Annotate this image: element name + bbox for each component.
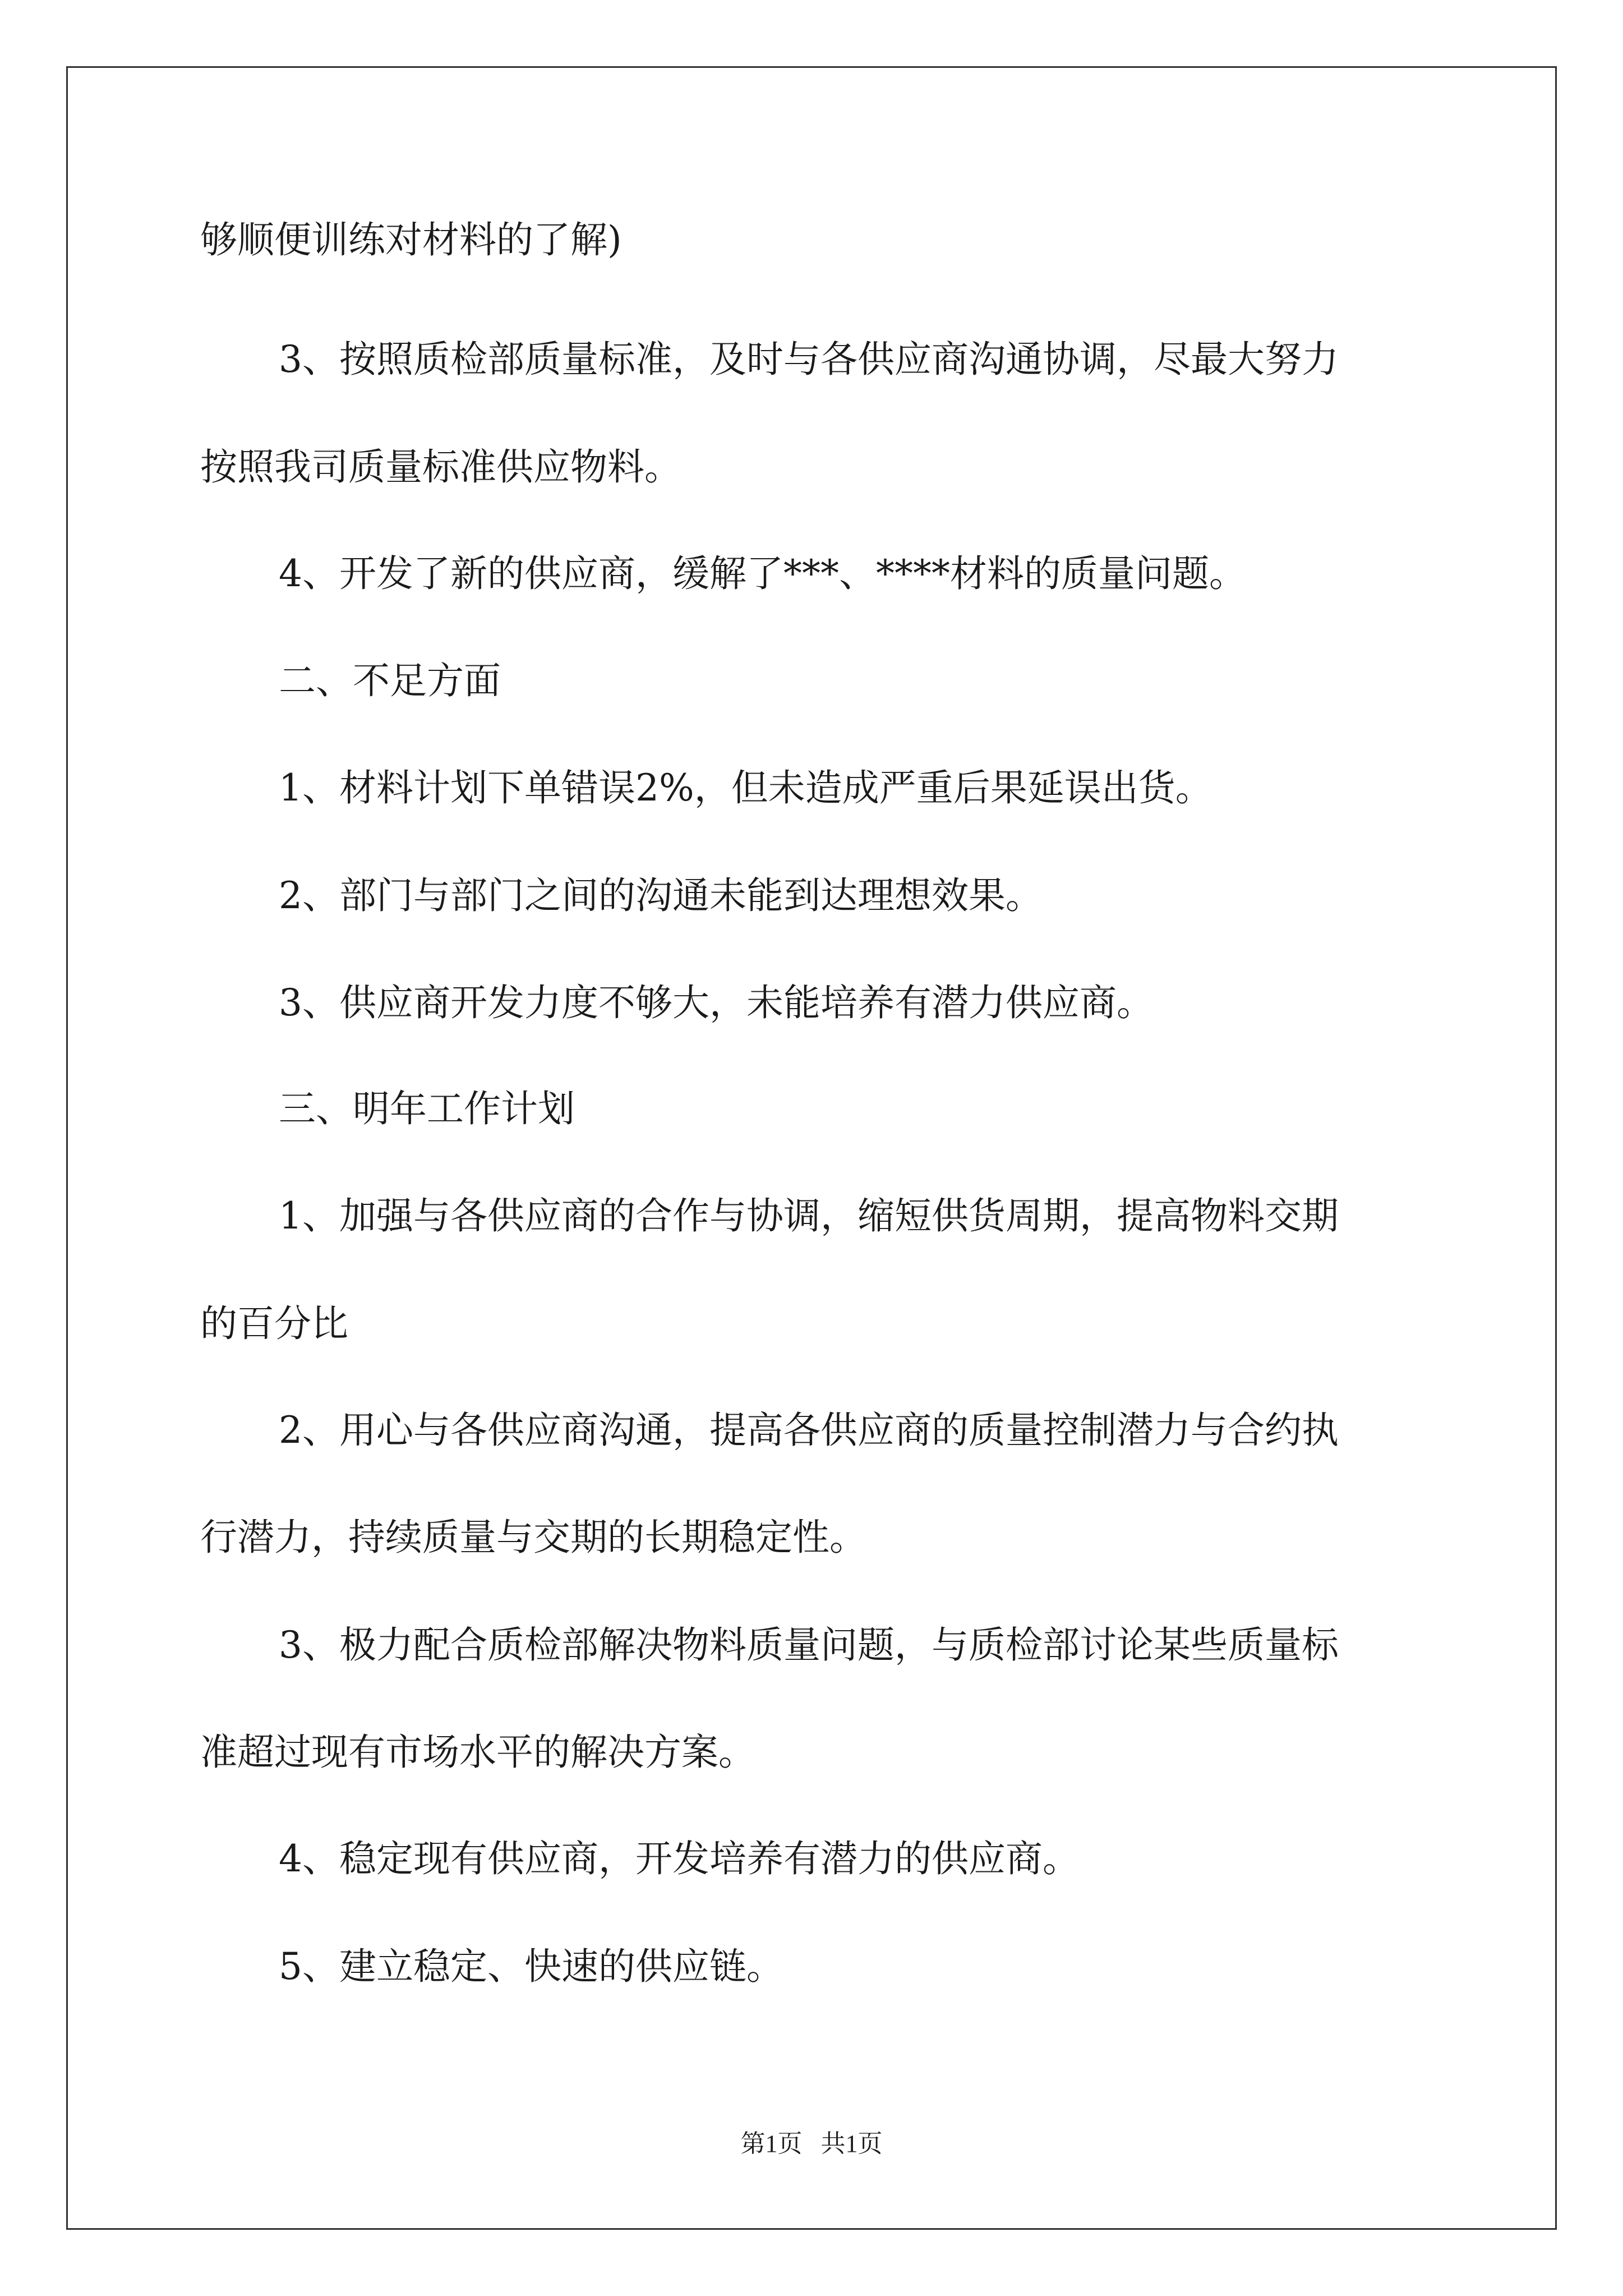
- text-line: 3、极力配合质检部解决物料质量问题，与质检部讨论某些质量标: [279, 1623, 1339, 1667]
- text-line: 2、部门与部门之间的沟通未能到达理想效果。: [279, 874, 1043, 917]
- section-heading: 二、不足方面: [279, 659, 501, 702]
- text-line: 行潜力，持续质量与交期的长期稳定性。: [200, 1516, 866, 1559]
- text-line: 的百分比: [200, 1302, 348, 1345]
- section-heading: 三、明年工作计划: [279, 1087, 575, 1130]
- text-line: 1、材料计划下单错误2%，但未造成严重后果延误出货。: [279, 766, 1212, 809]
- page-number-footer: 第1页 共1页: [740, 2130, 883, 2157]
- text-line: 1、加强与各供应商的合作与协调，缩短供货周期，提高物料交期: [279, 1194, 1339, 1237]
- text-line: 5、建立稳定、快速的供应链。: [279, 1945, 783, 1988]
- page-border: [66, 66, 1557, 2230]
- text-line: 4、稳定现有供应商，开发培养有潜力的供应商。: [279, 1837, 1080, 1880]
- text-line: 4、开发了新的供应商，缓解了***、****材料的质量问题。: [279, 552, 1246, 595]
- text-line: 够顺便训练对材料的了解): [200, 218, 622, 261]
- text-line: 准超过现有市场水平的解决方案。: [200, 1731, 755, 1774]
- text-line: 3、供应商开发力度不够大，未能培养有潜力供应商。: [279, 981, 1154, 1024]
- text-line: 3、按照质检部质量标准，及时与各供应商沟通协调，尽最大努力: [279, 338, 1339, 381]
- text-line: 2、用心与各供应商沟通，提高各供应商的质量控制潜力与合约执: [279, 1409, 1339, 1452]
- text-line: 按照我司质量标准供应物料。: [200, 445, 681, 489]
